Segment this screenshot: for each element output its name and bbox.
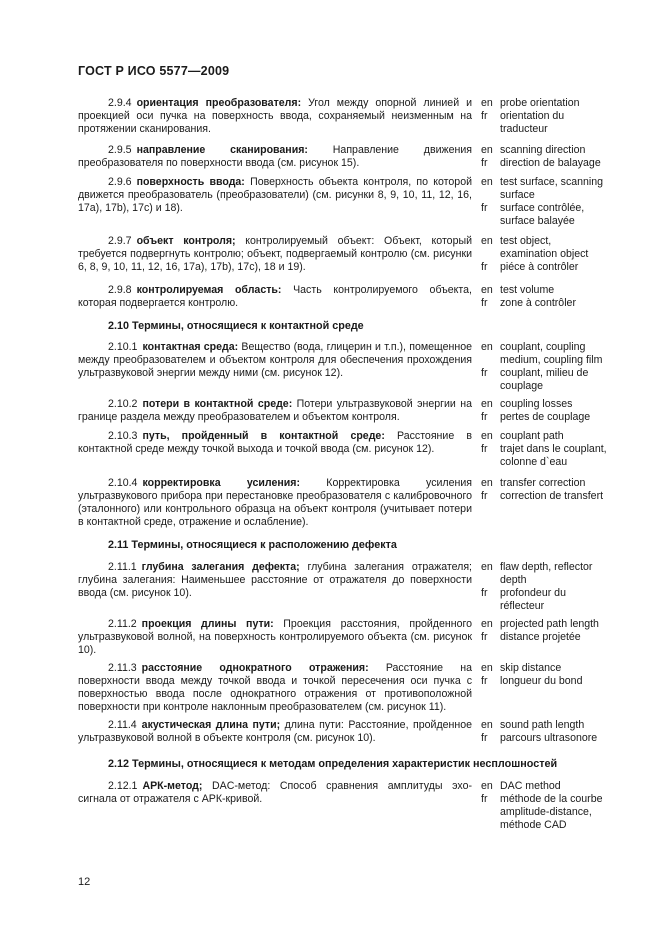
en-equivalent: test surface, scanning [500, 176, 604, 188]
term-number: 2.11.2 [108, 618, 137, 630]
term-number: 2.10.3 [108, 430, 138, 442]
en-equivalent: couplant path [500, 430, 564, 442]
term-number: 2.11.4 [108, 719, 137, 731]
section-heading: 2.12 Термины, относящиеся к методам определения характеристик несплошностей [108, 758, 558, 770]
foreign-equivalents [481, 176, 621, 228]
term-definition [78, 477, 472, 529]
definition-text: контролируемый объект: Объект, который требуется подвергнуть контролю; объект, подвергаемый контролю (см. рисунки 6, 8, 9, 10, 11, 12, 16, 17а), 17b), 17c), 18 и 19). [78, 235, 472, 274]
fr-equivalent: distance projetée [500, 631, 581, 644]
language-code [481, 600, 500, 613]
term-number: 2.9.5 [108, 144, 132, 156]
term-number: 2.10.4 [108, 477, 138, 489]
definition-text: Направление движения преобразователя по поверхности ввода (см. рисунок 15). [78, 144, 472, 170]
term-definition [78, 719, 472, 745]
fr-equivalent: direction de balayage [500, 157, 601, 170]
term-entry [78, 144, 623, 170]
foreign-equivalents [481, 780, 621, 832]
language-code: fr [481, 587, 488, 600]
en-equivalent: DAC method [500, 780, 561, 792]
term-entry [78, 97, 623, 136]
term-entry [78, 477, 623, 529]
foreign-equivalents [481, 341, 621, 393]
term-entry [78, 780, 623, 832]
en-equivalent: transfer correction [500, 477, 586, 489]
term-entry [78, 284, 623, 310]
language-code: en [481, 176, 493, 188]
foreign-equivalents [481, 561, 621, 613]
language-code [481, 806, 500, 819]
fr-equivalent: longueur du bond [500, 675, 583, 688]
language-code: fr [481, 297, 488, 310]
fr-equivalent: amplitude-distance, [500, 806, 592, 819]
language-code: fr [481, 793, 488, 806]
en-equivalent: projected path length [500, 618, 599, 630]
foreign-equivalents [481, 144, 621, 170]
term-number: 2.10.2 [108, 398, 138, 410]
term-name: акустическая длина пути; [141, 719, 281, 731]
foreign-equivalents [481, 477, 621, 503]
en-equivalent: test object, [500, 235, 552, 247]
term-name: расстояние однократного отражения: [141, 662, 369, 674]
foreign-equivalents [481, 618, 621, 644]
language-code: fr [481, 110, 488, 123]
en-equivalent: couplant, coupling [500, 341, 586, 353]
language-code: en [481, 284, 493, 296]
fr-equivalent: colonne d`eau [500, 456, 568, 469]
foreign-equivalents [481, 719, 621, 745]
section-heading: 2.10 Термины, относящиеся к контактной среде [108, 320, 364, 332]
definition-text: Расстояние в контактной среде между точкой выхода и точкой ввода (см. рисунок 12). [78, 430, 472, 456]
term-definition [78, 662, 472, 714]
language-code [481, 123, 500, 136]
language-code: fr [481, 732, 488, 745]
term-entry [78, 398, 623, 424]
foreign-equivalents [481, 97, 621, 136]
language-code: en [481, 719, 493, 731]
language-code [481, 380, 500, 393]
foreign-equivalents [481, 398, 621, 424]
language-code: fr [481, 261, 488, 274]
term-definition [78, 780, 472, 806]
language-code [481, 574, 500, 587]
language-code: en [481, 97, 493, 109]
term-entry [78, 430, 623, 469]
term-entry [78, 341, 623, 393]
en-equivalent: coupling losses [500, 398, 573, 410]
en-equivalent: depth [500, 574, 527, 587]
term-name: направление сканирования: [136, 144, 308, 156]
fr-equivalent: traducteur [500, 123, 548, 136]
foreign-equivalents [481, 284, 621, 310]
en-equivalent: skip distance [500, 662, 562, 674]
term-name: путь, пройденный в контактной среде: [142, 430, 385, 442]
term-name: проекция длины пути: [141, 618, 274, 630]
term-number: 2.9.7 [108, 235, 132, 247]
page-number: 12 [78, 876, 91, 888]
language-code [481, 354, 500, 367]
language-code: fr [481, 157, 488, 170]
term-definition [78, 97, 472, 136]
term-number: 2.12.1 [108, 780, 138, 792]
language-code: fr [481, 367, 488, 380]
definition-text: длина пути: Расстояние, пройденное ультразвуковой волной в объекте контроля (см. рисунок 10). [78, 719, 472, 745]
en-equivalent: examination object [500, 248, 589, 261]
foreign-equivalents [481, 430, 621, 469]
term-entry [78, 561, 623, 613]
term-definition [78, 618, 472, 657]
term-name: контролируемая область: [136, 284, 282, 296]
definition-text: Проекция расстояния, пройденного ультразвуковой волной, на поверхность контролируемого объекта (см. рисунок 10). [78, 618, 472, 657]
language-code: fr [481, 202, 488, 215]
term-entry [78, 235, 623, 274]
language-code: fr [481, 675, 488, 688]
term-number: 2.10.1 [108, 341, 138, 353]
term-definition [78, 398, 472, 424]
definition-text: глубина залегания отражателя; глубина залегания: Наименьшее расстояние от отражателя до поверхности ввода (см. рисунок 10). [78, 561, 473, 600]
fr-equivalent: réflecteur [500, 600, 545, 613]
term-definition [78, 430, 472, 456]
language-code [481, 456, 500, 469]
language-code: fr [481, 631, 488, 644]
fr-equivalent: trajet dans le couplant, [500, 443, 607, 456]
fr-equivalent: surface balayée [500, 215, 575, 228]
en-equivalent: test volume [500, 284, 555, 296]
en-equivalent: scanning direction [500, 144, 586, 156]
term-name: потери в контактной среде: [142, 398, 293, 410]
language-code: fr [481, 490, 488, 503]
fr-equivalent: parcours ultrasonore [500, 732, 598, 745]
fr-equivalent: piéce à contrôler [500, 261, 579, 274]
fr-equivalent: couplage [500, 380, 544, 393]
term-name: АРК-метод; [142, 780, 203, 792]
language-code: en [481, 341, 493, 353]
term-definition [78, 284, 472, 310]
language-code: en [481, 780, 493, 792]
term-definition [78, 341, 472, 380]
term-number: 2.9.6 [108, 176, 132, 188]
term-number: 2.11.3 [108, 662, 137, 674]
foreign-equivalents [481, 662, 621, 688]
fr-equivalent: pertes de couplage [500, 411, 591, 424]
term-name: объект контроля; [136, 235, 236, 247]
definition-text: Расстояние на поверхности ввода между точкой ввода и точкой пересечения оси пучка с поверхностью ввода после однократного отражения от противоположной поверхности при контроле наклонным преобразователем (см. рисунок 11). [78, 662, 472, 714]
term-definition [78, 235, 472, 274]
term-definition [78, 176, 472, 215]
language-code: en [481, 430, 493, 442]
term-number: 2.9.8 [108, 284, 132, 296]
definition-text: Поверхность объекта контроля, по которой движется преобразователь (преобразователи) (см. рисунки 8, 9, 10, 11, 12, 16, 17а), 17b), 17c) и 18). [78, 176, 473, 215]
fr-equivalent: méthode de la courbe [500, 793, 603, 806]
language-code: en [481, 235, 493, 247]
section-heading: 2.11 Термины, относящиеся к расположению дефекта [108, 539, 397, 551]
foreign-equivalents [481, 235, 621, 274]
language-code: fr [481, 411, 488, 424]
term-name: контактная среда: [142, 341, 239, 353]
term-name: глубина залегания дефекта; [141, 561, 300, 573]
definition-text: DAC-метод: Способ сравнения амплитуды эхо-сигнала от отражателя с АРК-кривой. [78, 780, 472, 806]
en-equivalent: sound path length [500, 719, 585, 731]
term-definition [78, 144, 472, 170]
term-entry [78, 719, 623, 745]
en-equivalent: medium, coupling film [500, 354, 603, 367]
language-code: en [481, 662, 493, 674]
definition-text: Угол между опорной линией и проекцией оси пучка на поверхность ввода, сохраняемый неизменным на протяжении сканирования. [78, 97, 473, 136]
language-code: en [481, 618, 493, 630]
fr-equivalent: correction de transfert [500, 490, 604, 503]
language-code: en [481, 561, 493, 573]
term-entry [78, 176, 623, 228]
term-number: 2.9.4 [108, 97, 132, 109]
language-code: en [481, 144, 493, 156]
fr-equivalent: zone à contrôler [500, 297, 576, 310]
language-code [481, 189, 500, 202]
standard-header: ГОСТ Р ИСО 5577—2009 [78, 64, 230, 78]
language-code: fr [481, 443, 488, 456]
language-code [481, 819, 500, 832]
definition-text: Потери ультразвуковой энергии на границе раздела между преобразователем и объектом контроля. [78, 398, 472, 424]
definition-text: Корректировка усиления ультразвукового прибора при перестановке преобразователя с калибровочного (эталонного) или контрольного образца на объект контроля (учитывает потери в контактной среде, отражение и ослабление). [78, 477, 472, 529]
term-number: 2.11.1 [108, 561, 137, 573]
term-name: корректировка усиления: [142, 477, 301, 489]
fr-equivalent: orientation du [500, 110, 565, 123]
term-name: поверхность ввода: [136, 176, 245, 188]
term-entry [78, 618, 623, 657]
fr-equivalent: surface contrôlée, [500, 202, 585, 215]
en-equivalent: flaw depth, reflector [500, 561, 593, 573]
term-definition [78, 561, 472, 600]
language-code: en [481, 398, 493, 410]
fr-equivalent: couplant, milieu de [500, 367, 589, 380]
fr-equivalent: profondeur du [500, 587, 566, 600]
language-code [481, 248, 500, 261]
definition-text: Часть контролируемого объекта, которая подвергается контролю. [78, 284, 472, 310]
definition-text: Вещество (вода, глицерин и т.п.), помещенное между преобразователем и объектом контроля для обеспечения прохождения ультразвуковой энергии между ними (см. рисунок 12). [78, 341, 472, 380]
language-code [481, 215, 500, 228]
en-equivalent: probe orientation [500, 97, 580, 109]
term-entry [78, 662, 623, 714]
term-name: ориентация преобразователя: [136, 97, 302, 109]
fr-equivalent: méthode CAD [500, 819, 567, 832]
language-code: en [481, 477, 493, 489]
en-equivalent: surface [500, 189, 535, 202]
